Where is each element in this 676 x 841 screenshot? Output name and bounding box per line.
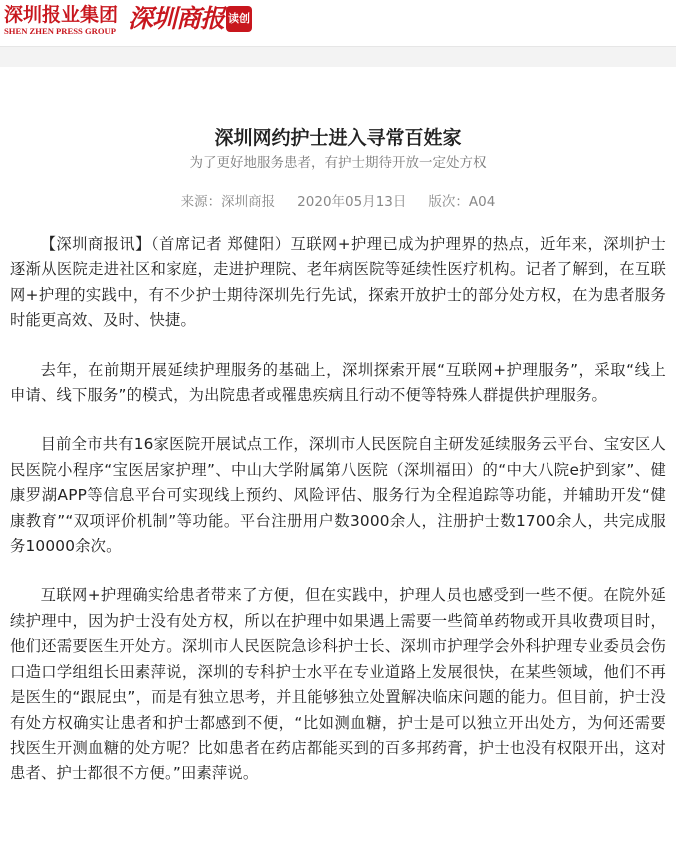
header-divider-band (0, 46, 676, 67)
article-paragraph: 目前全市共有16家医院开展试点工作，深圳市人民医院自主研发延续服务云平台、宝安区人民医院小程序“宝医居家护理”、中山大学附属第八医院（深圳福田）的“中大八院e护到家”、健康罗湖APP等信息平台可实现线上预约、风险评估、服务行为全程追踪等功能，并辅助开发“健康教育”“双项评价机制”等功能。平台注册用户数3000余人，注册护士数1700余人，共完成服务10000余次。 (10, 435, 666, 556)
article-source: 来源：深圳商报 (180, 194, 276, 210)
masthead (0, 0, 676, 46)
press-group-name: 深圳报业集团 (4, 4, 119, 26)
article-date: 2020年05月13日 (297, 194, 407, 210)
article-edition: 版次：A04 (428, 194, 496, 210)
newspaper-brand[interactable]: 深圳商报 (128, 4, 225, 33)
article-meta (0, 192, 676, 212)
article-body (10, 232, 666, 811)
article-paragraph: 【深圳商报讯】（首席记者 郑健阳）互联网+护理已成为护理界的热点，近年来，深圳护士逐渐从医院走进社区和家庭，走进护理院、老年病医院等延续性医疗机构。记者了解到，在互联网+护理的实践中，有不少护士期待深圳先行先试，探索开放护士的部分处方权，在为患者服务时能更高效、及时、快捷。 (10, 235, 666, 330)
press-group-logo[interactable] (4, 4, 118, 36)
article-title: 深圳网约护士进入寻常百姓家 (214, 126, 462, 149)
article-subtitle: 为了更好地服务患者，有护士期待开放一定处方权 (189, 155, 487, 171)
press-group-english-name: SHEN ZHEN PRESS GROUP (4, 26, 116, 36)
article-paragraph: 互联网+护理确实给患者带来了方便，但在实践中，护理人员也感受到一些不便。在院外延续护理中，因为护士没有处方权，所以在护理中如果遇上需要一些简单药物或开具收费项目时，他们还需要医生开处方。深圳市人民医院急诊科护士长、深圳市护理学会外科护理专业委员会伤口造口学组组长田素萍说，深圳的专科护士水平在专业道路上发展很快，在某些领域，他们不再是医生的“跟屁虫”，而是有独立思考，并且能够独立处置解决临床问题的能力。但目前，护士没有处方权确实让患者和护士都感到不便，“比如测血糖，护士是可以独立开出处方，为何还需要找医生开测血糖的处方呢？比如患者在药店都能买到的百多邦药膏，护士也没有权限开出，这对患者、护士都很不方便。”田素萍说。 (10, 586, 666, 783)
duchuang-seal-logo[interactable]: 读创 (226, 6, 252, 32)
article-paragraph: 去年，在前期开展延续护理服务的基础上，深圳探索开展“互联网+护理服务”，采取“线上申请、线下服务”的模式，为出院患者或罹患疾病且行动不便等特殊人群提供护理服务。 (10, 360, 666, 405)
